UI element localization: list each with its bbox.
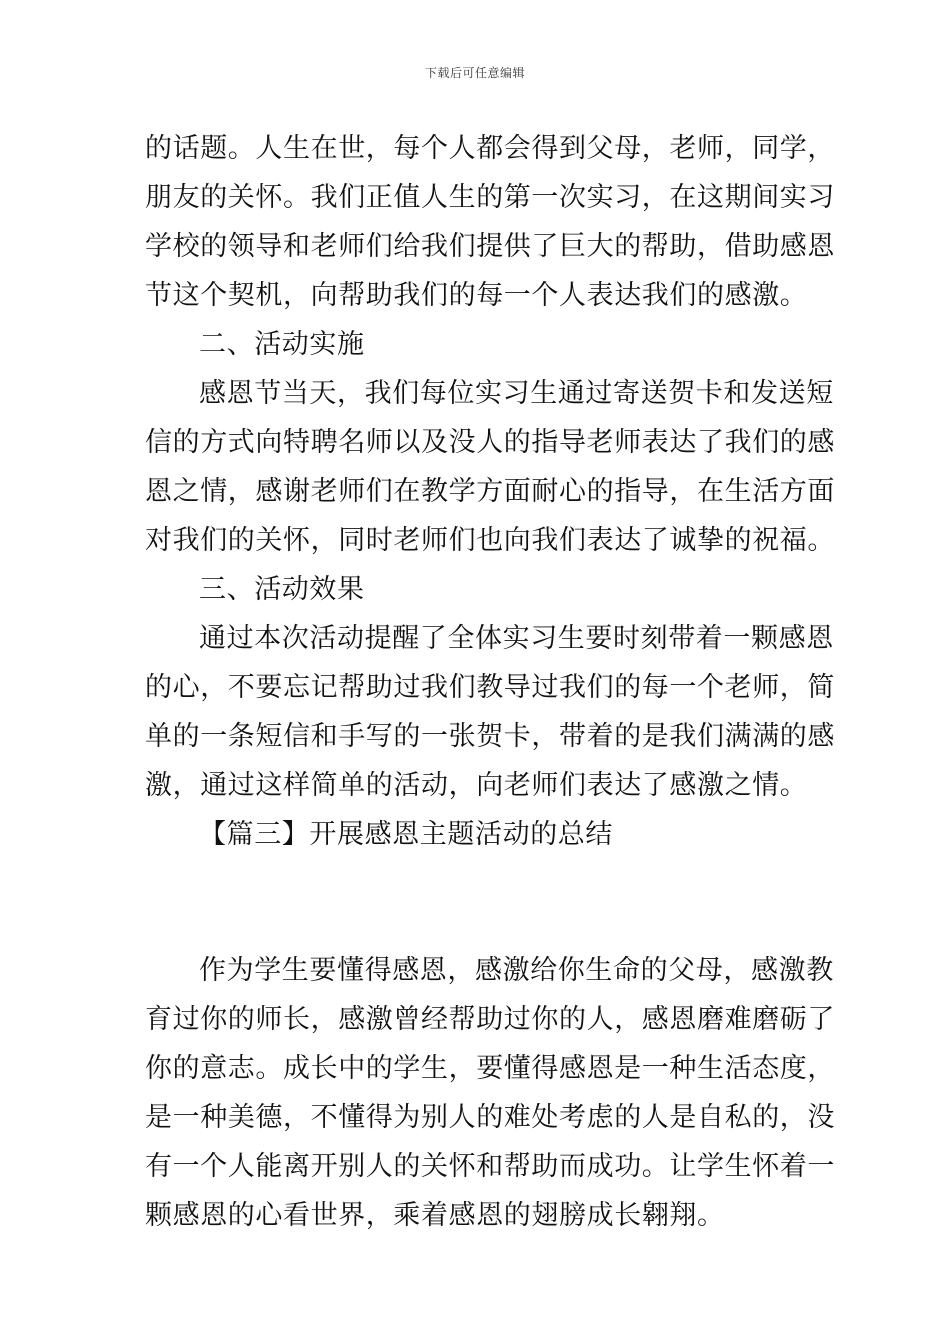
- text-line: 感恩节当天，我们每位实习生通过寄送贺卡和发送短: [199, 378, 834, 409]
- text-line: 有一个人能离开别人的关怀和帮助而成功。让学生怀着一: [145, 1151, 835, 1182]
- text-line: 颗感恩的心看世界，乘着感恩的翅膀成长翱翔。: [145, 1200, 725, 1231]
- text-line: 信的方式向特聘名师以及没人的指导老师表达了我们的感: [145, 427, 835, 458]
- text-line: 学校的领导和老师们给我们提供了巨大的帮助，借助感恩: [145, 231, 835, 262]
- text-line: 的话题。人生在世，每个人都会得到父母，老师，同学，: [145, 133, 835, 164]
- paragraph-intro: [145, 124, 835, 320]
- paragraph-implementation: [145, 369, 835, 565]
- text-line: 通过本次活动提醒了全体实习生要时刻带着一颗感恩: [199, 623, 834, 654]
- section-heading-implementation: 二、活动实施: [199, 329, 365, 360]
- part-title: 【篇三】开展感恩主题活动的总结: [199, 819, 613, 850]
- text-line: 节这个契机，向帮助我们的每一个人表达我们的感激。: [145, 280, 808, 311]
- text-line: 的心，不要忘记帮助过我们教导过我们的每一个老师，简: [145, 672, 835, 703]
- text-line: 作为学生要懂得感恩，感激给你生命的父母，感激教: [199, 955, 834, 986]
- text-line: 朋友的关怀。我们正值人生的第一次实习，在这期间实习: [145, 182, 835, 213]
- text-line: 单的一条短信和手写的一张贺卡，带着的是我们满满的感: [145, 721, 835, 752]
- document-body: [145, 124, 835, 1240]
- text-line: 是一种美德，不懂得为别人的难处考虑的人是自私的，没: [145, 1102, 835, 1133]
- page-header-note: 下载后可任意编辑: [424, 66, 525, 80]
- text-line: 恩之情，感谢老师们在教学方面耐心的指导，在生活方面: [145, 476, 835, 507]
- blank-spacer: [145, 859, 805, 946]
- text-line: 对我们的关怀，同时老师们也向我们表达了诚挚的祝福。: [145, 525, 835, 556]
- text-line: 你的意志。成长中的学生，要懂得感恩是一种生活态度，: [145, 1053, 835, 1084]
- paragraph-part3: [145, 946, 835, 1240]
- section-heading-effect: 三、活动效果: [199, 574, 365, 605]
- text-line: 激，通过这样简单的活动，向老师们表达了感激之情。: [145, 770, 808, 801]
- text-line: 育过你的师长，感激曾经帮助过你的人，感恩磨难磨砺了: [145, 1004, 835, 1035]
- paragraph-effect: [145, 614, 835, 810]
